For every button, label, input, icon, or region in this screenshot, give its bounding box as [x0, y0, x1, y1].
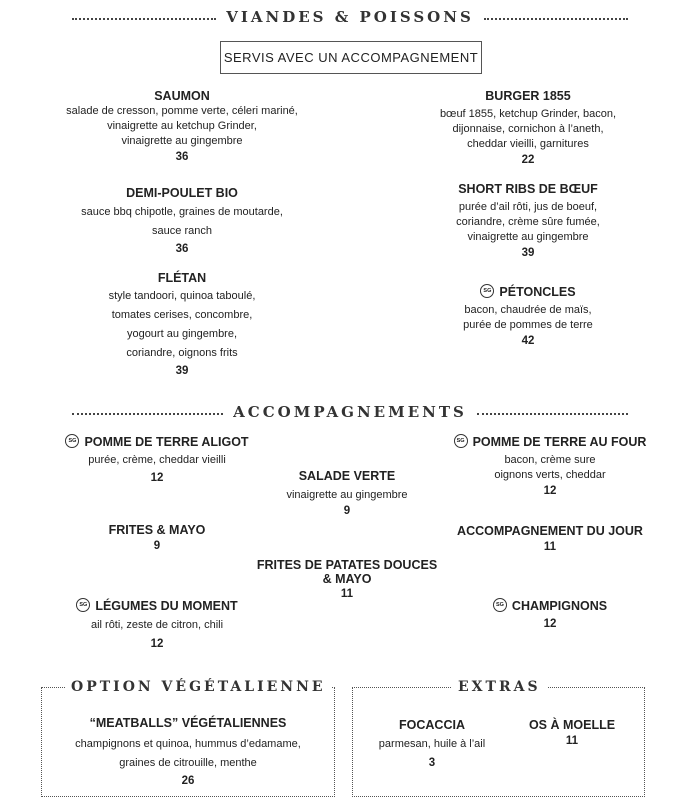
item-price: 22 — [521, 154, 535, 166]
item-price: 12 — [543, 485, 557, 497]
item-desc: coriandre, oignons frits — [126, 347, 238, 359]
gluten-free-icon: SG — [76, 598, 90, 612]
extra-item-focaccia — [362, 717, 502, 771]
item-name: SALADE VERTE — [298, 469, 396, 483]
item-desc: vinaigrette au ketchup Grinder, — [107, 120, 257, 132]
item-price: 39 — [175, 365, 189, 377]
side-item-frites-mayo — [57, 522, 257, 554]
item-name-row — [398, 284, 658, 300]
item-price: 12 — [150, 638, 164, 650]
item-name: LÉGUMES DU MOMENT — [95, 599, 238, 613]
menu-item-fletan — [52, 270, 312, 379]
item-desc: yogourt au gingembre, — [126, 328, 238, 340]
accompaniment-note-box — [220, 41, 482, 74]
item-price: 12 — [543, 618, 557, 630]
item-name: FOCACCIA — [399, 718, 465, 732]
item-desc: style tandoori, quinoa taboulé, — [108, 290, 256, 302]
item-price: 26 — [181, 775, 195, 787]
gluten-free-icon: SG — [65, 434, 79, 448]
item-price: 36 — [175, 243, 189, 255]
item-name: PÉTONCLES — [499, 285, 576, 299]
gluten-free-icon: SG — [480, 284, 494, 298]
item-price: 12 — [150, 472, 164, 484]
item-desc: bœuf 1855, ketchup Grinder, bacon, — [439, 108, 617, 120]
menu-item-meatballs — [43, 715, 333, 789]
item-desc: vinaigrette au gingembre — [121, 135, 243, 147]
item-name-row — [430, 598, 670, 614]
item-price: 11 — [565, 735, 579, 747]
menu-item-saumon — [52, 88, 312, 165]
item-price: 39 — [521, 247, 535, 259]
item-desc: purée, crème, cheddar vieilli — [88, 454, 226, 466]
item-name: OS À MOELLE — [528, 718, 616, 732]
item-price: 36 — [175, 151, 189, 163]
item-name: POMME DE TERRE AU FOUR — [472, 435, 647, 449]
item-price: 9 — [153, 540, 161, 552]
extra-item-os-a-moelle — [512, 717, 632, 749]
item-name: POMME DE TERRE ALIGOT — [84, 435, 249, 449]
divider-dots — [477, 413, 628, 415]
item-desc: tomates cerises, concombre, — [111, 309, 253, 321]
menu-item-demi-poulet — [52, 185, 312, 257]
divider-dots — [72, 18, 216, 20]
item-desc: dijonnaise, cornichon à l’aneth, — [452, 123, 604, 135]
section-title: ACCOMPAGNEMENTS — [233, 403, 467, 421]
item-name: DEMI-POULET BIO — [126, 186, 238, 200]
item-desc: sauce ranch — [152, 225, 212, 237]
item-price: 3 — [428, 757, 436, 769]
extras-title: EXTRAS — [452, 678, 547, 696]
menu-item-burger — [398, 88, 658, 168]
vegan-option-title: OPTION VÉGÉTALIENNE — [65, 678, 332, 696]
side-item-patates-douces — [227, 558, 467, 602]
side-item-champignons — [430, 598, 670, 632]
item-desc: bacon, crème sure — [504, 454, 596, 466]
side-item-au-four — [420, 434, 680, 499]
divider-dots — [72, 413, 223, 415]
item-price: 9 — [343, 505, 351, 517]
item-desc: vinaigrette au gingembre — [286, 489, 408, 501]
side-item-legumes — [32, 598, 282, 652]
item-name-line2: & MAYO — [322, 572, 372, 586]
item-desc: vinaigrette au gingembre — [467, 231, 589, 243]
menu-item-short-ribs — [398, 181, 658, 261]
item-desc: purée d’ail rôti, jus de boeuf, — [458, 201, 598, 213]
menu-item-petoncles — [398, 284, 658, 349]
item-name: FRITES DE PATATES DOUCES — [256, 558, 438, 572]
section-header-viandes — [72, 7, 628, 27]
item-desc: ail rôti, zeste de citron, chili — [90, 619, 224, 631]
item-desc: oignons verts, cheddar — [494, 469, 606, 481]
item-name: CHAMPIGNONS — [511, 599, 608, 613]
item-name: SAUMON — [154, 89, 210, 103]
item-desc: graines de citrouille, menthe — [119, 757, 257, 769]
item-desc: champignons et quinoa, hummus d’edamame, — [75, 738, 301, 750]
item-desc: parmesan, huile à l’ail — [378, 738, 486, 750]
item-desc: sauce bbq chipotle, graines de moutarde, — [81, 206, 283, 218]
item-desc: salade de cresson, pomme verte, céleri mariné, — [66, 105, 298, 117]
section-header-accompagnements — [72, 402, 628, 422]
item-name: FLÉTAN — [157, 271, 207, 285]
divider-dots — [484, 18, 628, 20]
item-name: FRITES & MAYO — [108, 523, 206, 537]
item-desc: bacon, chaudrée de maïs, — [464, 304, 592, 316]
item-name-row — [420, 434, 680, 450]
section-title: VIANDES & POISSONS — [226, 8, 474, 26]
item-name-row — [32, 434, 282, 450]
item-name: ACCOMPAGNEMENT DU JOUR — [457, 524, 643, 538]
gluten-free-icon: SG — [454, 434, 468, 448]
item-desc: purée de pommes de terre — [463, 319, 593, 331]
item-price: 11 — [543, 541, 557, 553]
item-name: SHORT RIBS DE BŒUF — [458, 182, 598, 196]
side-item-du-jour — [430, 523, 670, 555]
accompaniment-note: SERVIS AVEC UN ACCOMPAGNEMENT — [223, 50, 479, 65]
item-name: “MEATBALLS” VÉGÉTALIENNES — [89, 716, 287, 730]
item-name: BURGER 1855 — [485, 89, 571, 103]
item-desc: coriandre, crème sûre fumée, — [456, 216, 600, 228]
item-price: 11 — [340, 588, 354, 600]
item-price: 42 — [521, 335, 535, 347]
item-desc: cheddar vieilli, garnitures — [467, 138, 589, 150]
gluten-free-icon: SG — [493, 598, 507, 612]
item-name-row — [32, 598, 282, 614]
side-item-salade-verte — [237, 468, 457, 519]
